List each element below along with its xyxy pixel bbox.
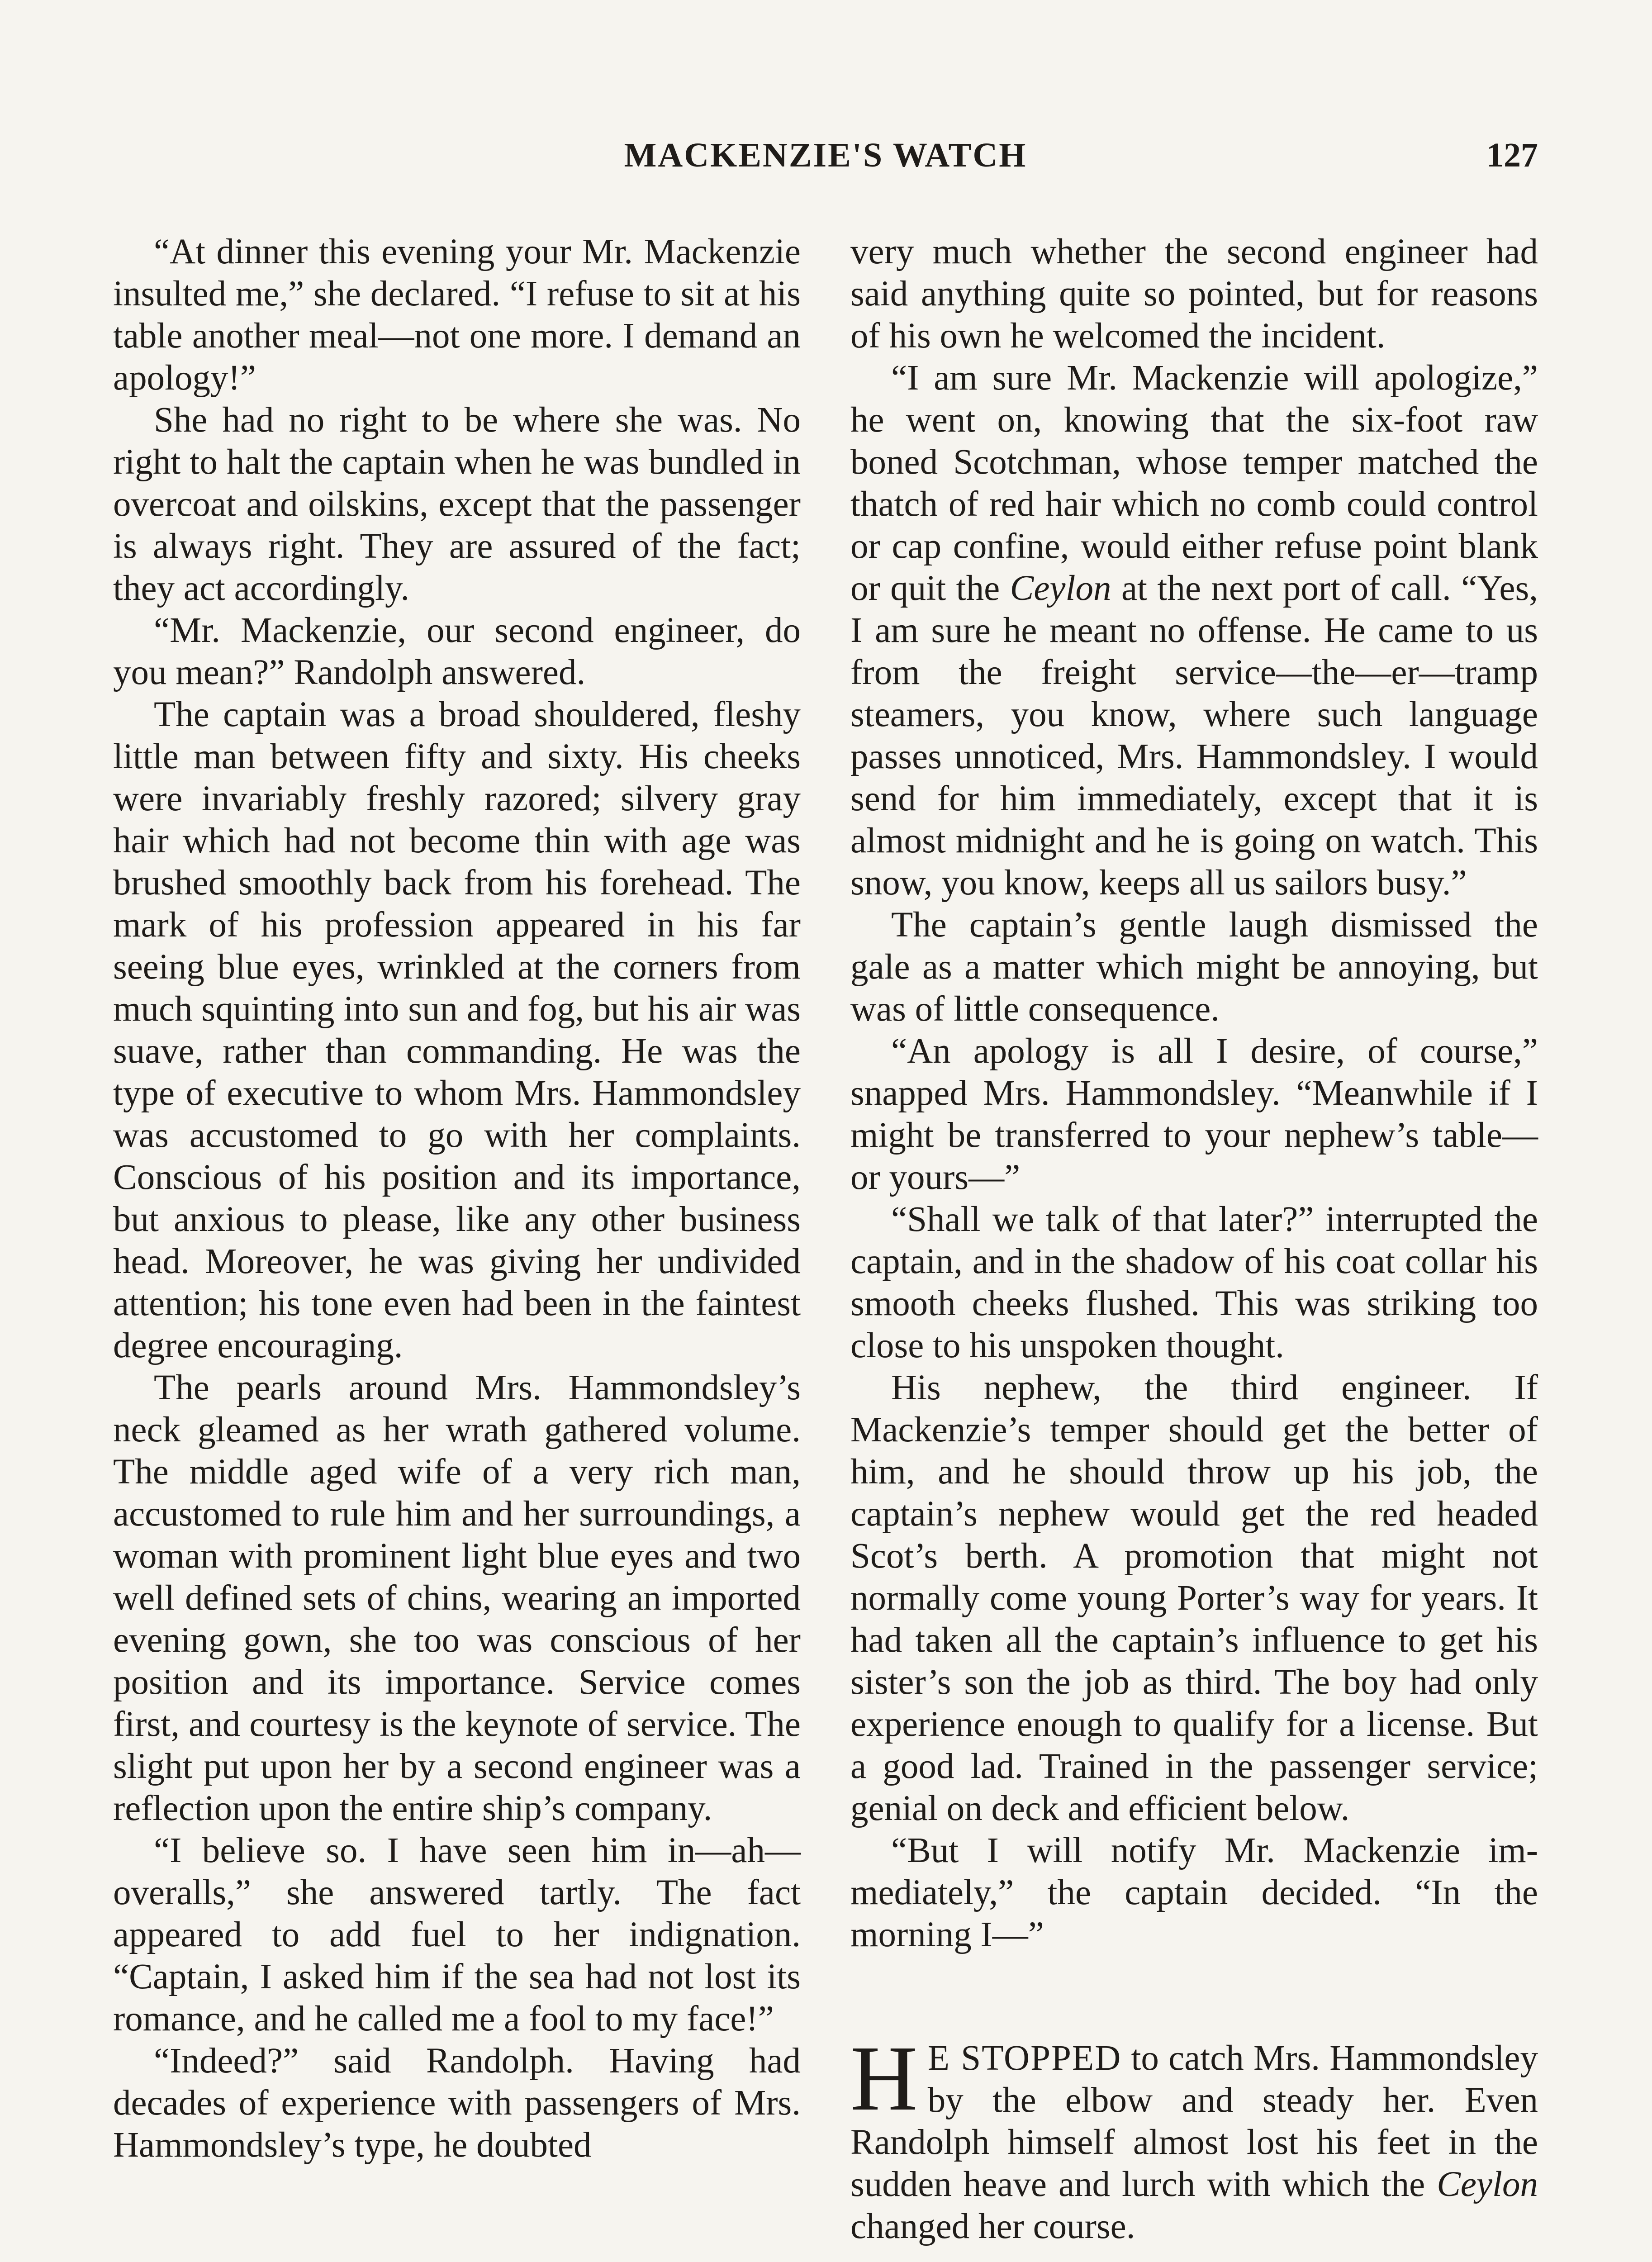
drop-cap: H xyxy=(850,2026,918,2130)
ship-name: Ceylon xyxy=(1010,569,1111,608)
paragraph: “At dinner this evening your Mr. Mackenzie insulted me,” she declared. “I refuse to sit at his table another meal—not one more. I demand an apology!” xyxy=(113,232,801,398)
page-number: 127 xyxy=(1486,136,1538,174)
small-caps-lead: E STOPPED xyxy=(927,2039,1122,2078)
paragraph: His nephew, the third engineer. If Mackenzie’s temper should get the better of him, and he should throw up his job, the captain’s nephew would get the red headed Scot’s berth. A promotion that might not normally come young Porter’s way for years. It had taken all the captain’s influence to get his sister’s son the job as third. The boy had only experience enough to qualify for a license. But a good lad. Trained in the passenger service; genial on deck and efficient below. xyxy=(850,1368,1538,1828)
paragraph: The captain’s gentle laugh dismissed the gale as a matter which might be annoying, but was of little consequence. xyxy=(850,905,1538,1029)
right-column xyxy=(850,231,1538,2248)
running-title: MACKENZIE'S WATCH xyxy=(624,136,1027,174)
page-header xyxy=(113,136,1538,190)
ship-name: Ceylon xyxy=(1437,2165,1538,2204)
left-column xyxy=(113,231,801,2166)
text-run: at the next port of call. “Yes, I am sure he meant no offense. He came to us from the freight service—the—er—tramp steamers, you know, where such language passes unnoticed, Mrs. Hammondsley. I would send for him immediately, except that it is almost midnight and he is going on watch. This snow, you know, keeps all us sailors busy.” xyxy=(850,569,1538,903)
paragraph: The pearls around Mrs. Hammondsley’s neck gleamed as her wrath gathered volume. The middle aged wife of a very rich man, accustomed to rule him and her surroundings, a woman with prominent light blue eyes and two well defined sets of chins, wearing an imported evening gown, she too was conscious of her position and its importance. Service comes first, and courtesy is the keynote of service. The slight put upon her by a second engineer was a reflection upon the entire ship’s company. xyxy=(113,1368,801,1828)
paragraph: “But I will notify Mr. Mackenzie immediately,” the captain decided. “In the morning I—” xyxy=(850,1831,1538,1954)
paragraph: “Indeed?” said Randolph. Having had decades of experience with passengers of Mrs. Hammondsley’s type, he doubted xyxy=(113,2041,801,2165)
paragraph: “Mr. Mackenzie, our second engineer, do you mean?” Randolph answered. xyxy=(113,611,801,692)
text-run: “I am sure Mr. Mackenzie will apologize,” he went on, knowing that the six-foot raw boned Scotchman, whose temper matched the thatch of red hair which no comb could control or cap confine, would either refuse point blank or quit the xyxy=(850,358,1538,608)
paragraph: She had no right to be where she was. No right to halt the captain when he was bundled in overcoat and oilskins, except that the passenger is always right. They are assured of the fact; they act accordingly. xyxy=(113,400,801,608)
paragraph-continuation: very much whether the second engineer had said anything quite so pointed, but for reasons of his own he welcomed the incident. xyxy=(850,232,1538,356)
paragraph: “Shall we talk of that later?” interrupted the captain, and in the shadow of his coat collar his smooth cheeks flushed. This was striking too close to his unspoken thought. xyxy=(850,1200,1538,1365)
text-run: changed her course. xyxy=(850,2207,1135,2246)
text-run: to catch Mrs. Hammondsley by the elbow and steady her. Even Randolph himself almost lost his feet in the sudden heave and lurch with which the xyxy=(850,2039,1538,2204)
paragraph: “I believe so. I have seen him in—ah—overalls,” she answered tartly. The fact appeared to add fuel to her indignation. “Captain, I asked him if the sea had not lost its romance, and he called me a fool to my face!” xyxy=(113,1831,801,2039)
paragraph xyxy=(850,357,1538,904)
section-paragraph xyxy=(850,2026,1538,2248)
paragraph: The captain was a broad shouldered, fleshy little man between fifty and sixty. His cheeks were invariably freshly razored; silvery gray hair which had not become thin with age was brushed smoothly back from his forehead. The mark of his profession appeared in his far seeing blue eyes, wrinkled at the corners from much squinting into sun and fog, but his air was suave, rather than commanding. He was the type of executive to whom Mrs. Hammondsley was accustomed to go with her complaints. Conscious of his position and its importance, but anxious to please, like any other business head. Moreover, he was giving her undivided attention; his tone even had been in the faintest degree encouraging. xyxy=(113,695,801,1365)
paragraph: “An apology is all I desire, of course,” snapped Mrs. Hammondsley. “Meanwhile if I might be transferred to your nephew’s table—or yours—” xyxy=(850,1031,1538,1197)
